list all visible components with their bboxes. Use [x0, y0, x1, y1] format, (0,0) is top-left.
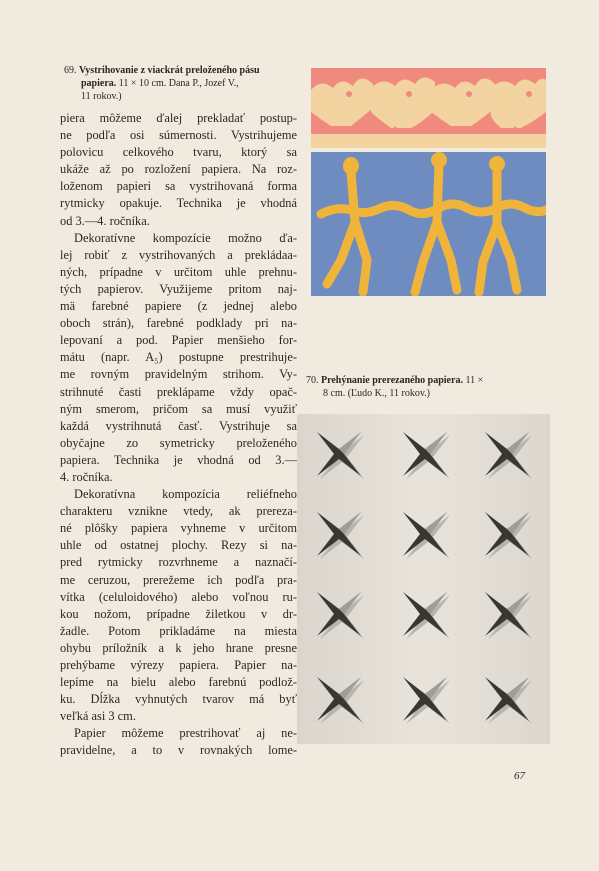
- body-line: pred rytmicky rozvrhneme a naznačí-: [60, 555, 297, 570]
- body-text: [60, 110, 297, 760]
- body-line: od 3.—4. ročníka.: [60, 213, 150, 228]
- body-line: ohybu príložník a k jeho hrane presne: [60, 640, 297, 655]
- body-line: 4. ročníka.: [60, 469, 113, 484]
- body-line: uhle od ostatnej plochy. Rezy si na-: [60, 538, 297, 553]
- folded-star: [317, 677, 364, 724]
- body-line: kou nožom, prípadne žiletkou v dr-: [60, 606, 297, 621]
- body-line: mátu (napr. A₅) postupne prestrihuje-: [60, 350, 297, 365]
- caption-69-details: 11 × 10 cm. Dana P., Jozef V.,: [118, 78, 239, 89]
- body-line: charakteru vznikne vtedy, ak prereza-: [60, 504, 297, 519]
- dancers-pattern-image: [311, 152, 546, 296]
- body-line: tých papierov. Využijeme pritom naj-: [60, 281, 297, 296]
- body-line: strihnuté časti preklápame vždy opač-: [60, 384, 297, 399]
- body-line: oboch strán), farebné podklady pri na-: [60, 316, 297, 331]
- figure-69-dancers-cutout: [311, 152, 546, 296]
- birds-pattern-image: [311, 68, 546, 148]
- body-line: piera môžeme ďalej prekladať postup-: [60, 111, 297, 125]
- folded-star: [317, 432, 364, 479]
- body-line: pravidelne, a to v rovnakých lome-: [60, 743, 297, 758]
- body-line: žadle. Potom prikladáme na miesta: [60, 623, 297, 638]
- folded-star: [485, 677, 532, 724]
- caption-69-details-cont: 11 rokov.): [81, 91, 122, 102]
- body-line: mä farebné papiere (z jednej alebo: [60, 299, 297, 314]
- folded-star: [317, 592, 364, 639]
- caption-70-title: Prehýnanie prerezaného papiera.: [321, 375, 463, 386]
- figure-69-birds-cutout: [311, 68, 546, 148]
- folded-star: [317, 512, 364, 559]
- folded-star: [485, 592, 532, 639]
- body-line: me rovným pravidelným strihom. Vy-: [60, 367, 297, 382]
- body-line: me ceruzou, prerežeme ich podľa pra-: [60, 572, 297, 587]
- body-line: Dekoratívne kompozície možno ďa-: [74, 230, 297, 245]
- folded-star: [485, 432, 532, 479]
- figure-70-folded-stars: [297, 414, 550, 744]
- body-line: obyčajne zo symetricky preloženého: [60, 435, 297, 450]
- body-line: rytmicky opakuje. Technika je vhodná: [60, 196, 297, 211]
- caption-70-details: 11 ×: [465, 375, 484, 386]
- body-line: veľká asi 3 cm.: [60, 709, 136, 724]
- body-line: každá vystrihnutá časť. Vystrihuje sa: [60, 418, 297, 433]
- page-number: 67: [514, 770, 525, 782]
- body-line: né plôšky papiera vyhneme v určitom: [60, 521, 297, 536]
- body-line: Papier môžeme prestrihovať aj ne-: [74, 726, 297, 741]
- body-line: loženom papieri sa vystrihovaná forma: [60, 179, 297, 194]
- folded-star: [485, 512, 532, 559]
- body-line: polovicu celkového tvaru, ktorý sa: [60, 145, 297, 160]
- body-line: lepovaní a pod. Papier menšieho for-: [60, 333, 297, 348]
- caption-69-title: Vystrihovanie z viackrát preloženého pásu: [79, 65, 260, 76]
- body-line: ným smerom, pričom sa musí využiť: [60, 401, 297, 416]
- folded-star: [403, 432, 450, 479]
- body-line: Dekoratívna kompozícia reliéfneho: [74, 487, 297, 502]
- body-line: lepíme na bielu alebo farebnú podlož-: [60, 675, 297, 690]
- caption-figure-69: [64, 64, 310, 103]
- caption-70-number: 70.: [306, 375, 319, 386]
- body-line: lej robiť z vystrihovaných a prekládaa-: [60, 247, 297, 262]
- body-line: papiera. Technika je vhodná od 3.—: [60, 452, 297, 467]
- body-line: ne podľa osi súmernosti. Vystrihujeme: [60, 128, 297, 143]
- folded-star: [403, 677, 450, 724]
- caption-69-number: 69.: [64, 65, 77, 76]
- stars-grid-image: [297, 414, 550, 744]
- folded-star: [403, 512, 450, 559]
- body-line: vítka (celuloidového) alebo voľnou ru-: [60, 589, 297, 604]
- body-line: prehýbame výrezy papiera. Papier na-: [60, 658, 297, 672]
- caption-69-title-cont: papiera.: [81, 78, 117, 89]
- body-line: ku. Dĺžka vyhnutých tvarov má byť: [60, 692, 297, 707]
- folded-star: [403, 592, 450, 639]
- caption-70-details-cont: 8 cm. (Ľudo K., 11 rokov.): [323, 388, 431, 399]
- body-line: ukáže až po rozložení papiera. Na roz-: [60, 162, 297, 177]
- caption-figure-70: [306, 374, 548, 400]
- body-line: ných, prípadne v určitom uhle prehnu-: [60, 264, 297, 279]
